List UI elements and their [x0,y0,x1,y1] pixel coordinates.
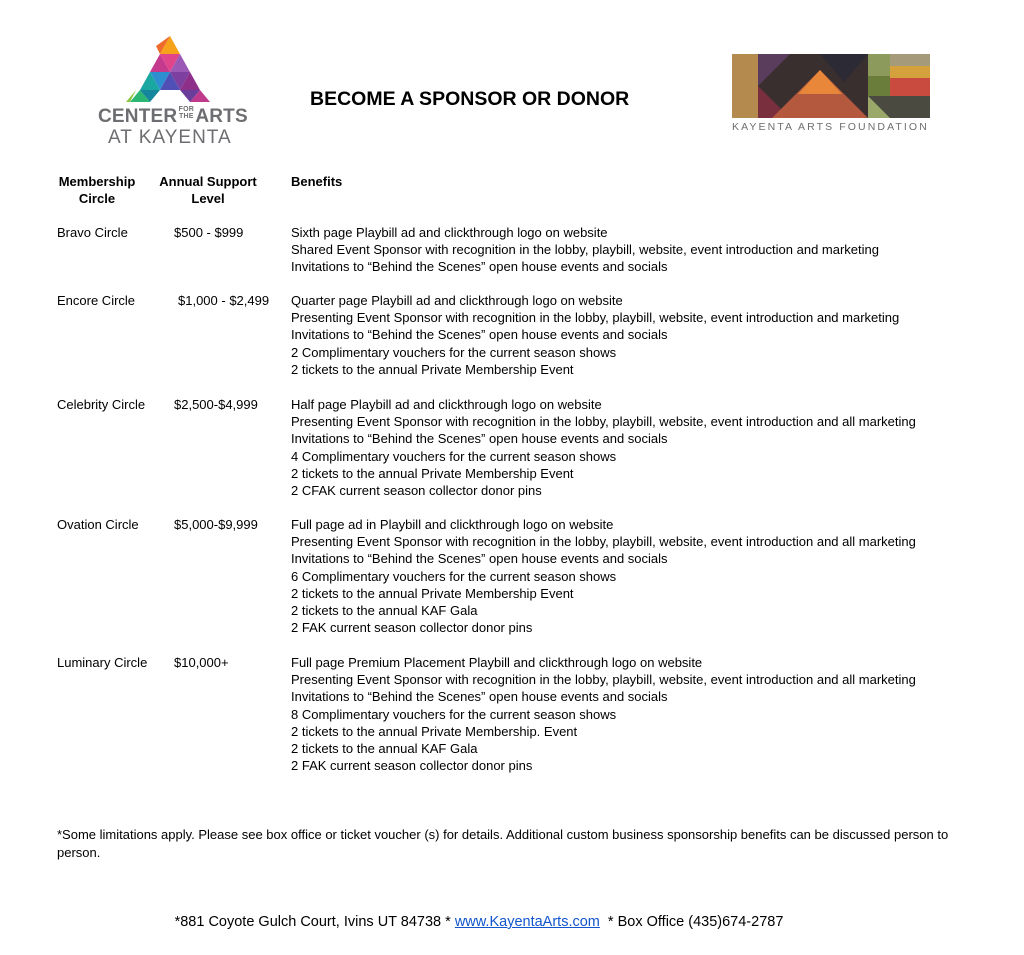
benefit-item: Full page ad in Playbill and clickthrough logo on website [291,517,614,532]
benefit-item: 2 FAK current season collector donor pins [291,620,533,636]
benefit-item: Half page Playbill ad and clickthrough logo on website [291,397,602,412]
tier-level: $1,000 - $2,499 [178,293,270,308]
tier-name: Celebrity Circle [57,397,146,412]
benefit-list [291,516,916,636]
benefit-item: 2 FAK current season collector donor pins [291,758,533,774]
benefit-item: Presenting Event Sponsor with recognition in the lobby, playbill, website, event introduction and marketing [291,310,900,326]
benefit-item: 4 Complimentary vouchers for the current season shows [291,448,617,464]
benefit-item: 2 Complimentary vouchers for the current season shows [291,344,617,360]
tier-level: $5,000-$9,999 [174,517,258,532]
benefit-item: 2 tickets to the annual KAF Gala [291,603,478,619]
logo-text-center-for-the-arts: CENTERFOR THEARTS [98,106,248,127]
logo-text-at-kayenta: AT KAYENTA [108,127,232,148]
benefit-list [291,654,916,774]
tier-name: Encore Circle [57,293,136,308]
benefit-item: 2 tickets to the annual Private Membership Event [291,585,574,601]
benefit-item: 2 tickets to the annual Private Membership Event [291,361,574,377]
header-membership-circle: Membership Circle [58,174,136,206]
kayenta-arts-foundation-logo [732,54,930,134]
benefit-list [291,292,899,378]
benefit-list [291,224,879,276]
benefit-item: Invitations to “Behind the Scenes” open house events and socials [291,431,668,447]
logo-text-kayenta-arts-foundation: KAYENTA ARTS FOUNDATION [732,121,929,133]
benefit-item: 8 Complimentary vouchers for the current season shows [291,706,617,722]
benefit-item: Presenting Event Sponsor with recognition in the lobby, playbill, website, event introduction and all marketing [291,414,916,430]
benefit-item: Invitations to “Behind the Scenes” open house events and socials [291,327,668,343]
tier-level: $10,000+ [174,655,229,670]
benefit-item: Shared Event Sponsor with recognition in the lobby, playbill, website, event introduction and marketing [291,242,879,258]
benefit-item: 2 tickets to the annual Private Membership Event [291,465,574,481]
benefit-item: 2 CFAK current season collector donor pins [291,483,542,499]
benefit-item: Invitations to “Behind the Scenes” open house events and socials [291,259,668,275]
benefit-item: Invitations to “Behind the Scenes” open house events and socials [291,689,668,705]
footer-address: *881 Coyote Gulch Court, Ivins UT 84738 * [174,914,455,930]
tier-level: $2,500-$4,999 [174,397,258,412]
benefit-item: Sixth page Playbill ad and clickthrough logo on website [291,225,608,240]
header-benefits: Benefits [291,174,343,189]
footer-contact [0,914,958,930]
header-annual-support-level: Annual Support Level [159,174,257,206]
benefit-item: Quarter page Playbill ad and clickthrough logo on website [291,293,623,308]
footer-box-office: * Box Office (435)674-2787 [599,914,784,930]
footnote: *Some limitations apply. Please see box office or ticket voucher (s) for details. Additional custom business sponsorship benefits can be discussed person to person. [57,827,949,860]
website-link[interactable]: www.KayentaArts.com [454,914,600,930]
benefit-item: 6 Complimentary vouchers for the current season shows [291,568,617,584]
benefit-list [291,396,916,499]
benefit-item: 2 tickets to the annual KAF Gala [291,741,478,757]
benefit-item: 2 tickets to the annual Private Membership. Event [291,723,578,739]
tier-name: Bravo Circle [57,225,128,240]
tier-level: $500 - $999 [174,225,244,240]
geometric-mosaic-icon [732,54,930,118]
benefit-item: Full page Premium Placement Playbill and clickthrough logo on website [291,655,703,670]
triangle-mosaic-icon [126,36,214,102]
tier-name: Luminary Circle [57,655,148,670]
benefit-item: Invitations to “Behind the Scenes” open house events and socials [291,551,668,567]
benefit-item: Presenting Event Sponsor with recognition in the lobby, playbill, website, event introduction and all marketing [291,534,916,550]
benefit-item: Presenting Event Sponsor with recognition in the lobby, playbill, website, event introduction and all marketing [291,672,916,688]
tier-name: Ovation Circle [57,517,139,532]
center-for-the-arts-logo [96,36,248,148]
page-title: BECOME A SPONSOR OR DONOR [310,88,630,110]
